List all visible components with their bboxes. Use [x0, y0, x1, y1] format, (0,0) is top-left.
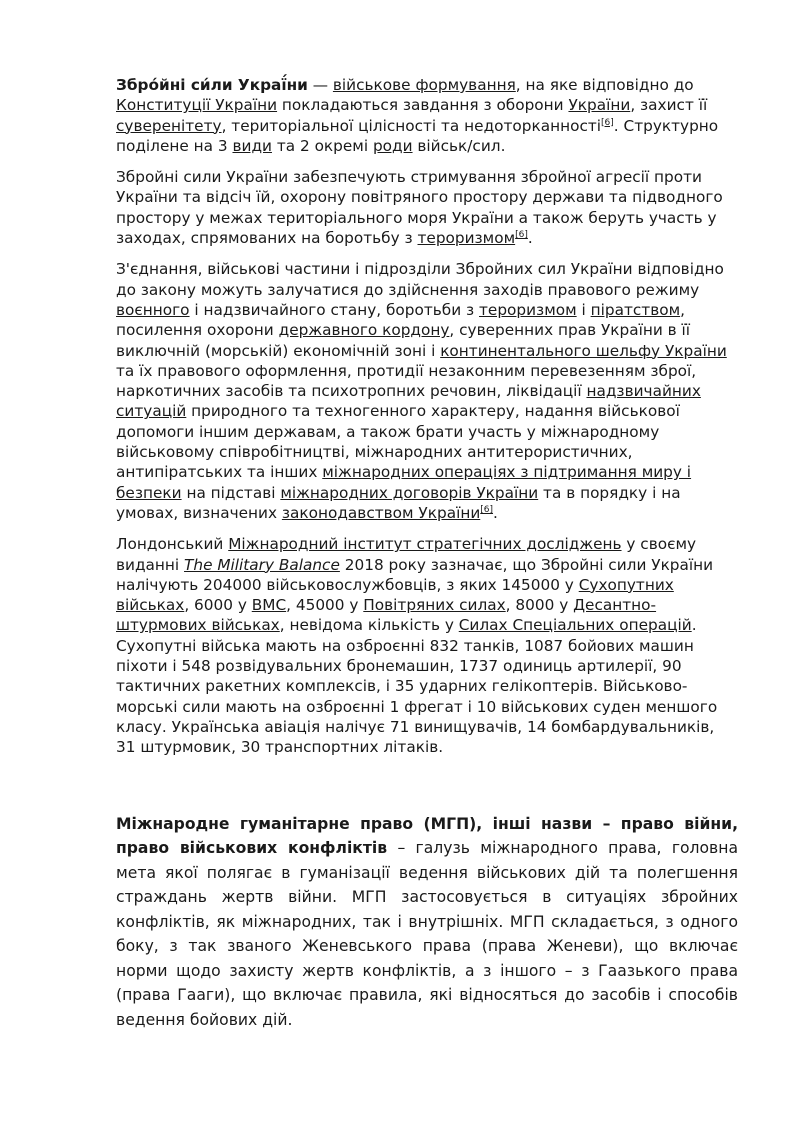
link-air-assault[interactable]: Десантно-штурмових військах — [116, 596, 657, 635]
intro-paragraph: Збро́йні си́ли Украї́ни — військове формування, на яке відповідно до Конституції України покладаються завдання з оборони України, захист її суверенітету, територіальної цілісності та недоторканності[6]. Структурно поділене на 3 види та 2 окремі роди військ/сил. — [116, 76, 719, 155]
link-iiss[interactable]: Міжнародний інститут стратегічних досліджень — [228, 535, 622, 554]
link-special-operations[interactable]: Силах Спеціальних операцій — [458, 616, 692, 635]
link-branches[interactable]: роди — [372, 136, 413, 155]
link-military-formation[interactable]: військове формування — [332, 76, 516, 94]
link-peacekeeping[interactable]: міжнародних операціях з підтримання миру і безпеки — [116, 463, 692, 502]
deterrence-paragraph: Збройні сили України забезпечують стримування збройної агресії проти України та відсіч їй, охорону повітряного простору держави та підводного простору у межах територіального моря України а також беруть участь у заходах, спрямованих на боротьбу з тероризмом[6]. — [116, 168, 723, 248]
link-piracy[interactable]: піратством — [590, 300, 681, 319]
document-page — [116, 75, 738, 1032]
ihl-term: Міжнародне гуманітарне право (МГП), інші назви – право війни, право військових конфліктів — [116, 814, 738, 857]
article-title: Збро́йні си́ли Украї́ни — [116, 76, 308, 94]
link-navy[interactable]: ВМС — [251, 596, 287, 615]
link-terrorism[interactable]: тероризмом — [479, 300, 577, 319]
ihl-paragraph: Міжнародне гуманітарне право (МГП), інші назви – право війни, право військових конфліктів – галузь міжнародного права, головна мета якої полягає в гуманізації ведення військових дій та полегшення страждань жертв війни. МГП застосовується в ситуаціях збройних конфліктів, як міжнародних, так і внутрішніх. МГП складається, з одного боку, з так званого Женевського права (права Женеви), що включає норми щодо захисту жертв конфліктів, а з іншого – з Гаазького права (права Гааги), що включає правила, які відносяться до засобів і способів ведення бойових дій. — [116, 814, 738, 1029]
duties-paragraph: З'єднання, військові частини і підрозділи Збройних сил України відповідно до закону можуть залучатися до здійснення заходів правового режиму воєнного і надзвичайного стану, боротьби з тероризмом і піратством, посилення охорони державного кордону, суверенних прав України в її виключній (морській) економічній зоні і континентального шельфу України та їх правового оформлення, протидії незаконним перевезенням зброї, наркотичних засобів та психотропних речовин, ліквідації надзвичайних ситуацій природного та техногенного характеру, надання військової допомоги іншим державам, а також брати участь у міжнародному військовому співробітництві, міжнародних антитерористичних, антипіратських та інших міжнародних операціях з підтримання миру і безпеки на підставі міжнародних договорів України та в порядку і на умовах, визначених законодавством України[6]. — [116, 260, 727, 522]
link-constitution[interactable]: Конституції України — [116, 96, 278, 115]
link-ukraine[interactable]: України — [568, 96, 631, 115]
link-treaties[interactable]: міжнародних договорів України — [280, 483, 539, 502]
footnote-ref[interactable]: [6] — [480, 504, 494, 515]
link-types[interactable]: види — [232, 136, 272, 155]
strength-paragraph: Лондонський Міжнародний інститут стратегічних досліджень у своєму виданні The Military Balance 2018 року зазначає, що Збройні сили України налічують 204000 військовослужбовців, з яких 145000 у Сухопутних військах, 6000 у ВМС, 45000 у Повітряних силах, 8000 у Десантно-штурмових військах, невідома кількість у Силах Спеціальних операцій. Сухопутні війська мають на озброєнні 832 танків, 1087 бойових машин піхоти і 548 розвідувальних бронемашин, 1737 одиниць артилерії, 90 тактичних ракетних комплексів, і 35 ударних гелікоптерів. Військово-морські сили мають на озброєнні 1 фрегат і 10 військових суден меншого класу. Українська авіація налічує 71 винищувачів, 14 бомбардувальників, 31 штурмовик, 30 транспортних літаків. — [116, 535, 718, 757]
link-continental-shelf[interactable]: континентального шельфу України — [440, 341, 727, 360]
footnote-ref[interactable]: [6] — [601, 117, 614, 128]
link-ground-forces[interactable]: Сухопутних військах — [116, 575, 674, 615]
link-emergencies[interactable]: надзвичайних ситуацій — [116, 382, 701, 421]
footnote-ref[interactable]: [6] — [515, 230, 528, 241]
link-military-balance[interactable]: The Military Balance — [184, 555, 340, 574]
spacer — [116, 769, 738, 812]
link-legislation[interactable]: законодавством України — [281, 503, 481, 522]
link-sovereignty[interactable]: суверенітету — [116, 116, 222, 135]
link-state-border[interactable]: державного кордону — [278, 321, 450, 340]
link-air-force[interactable]: Повітряних силах — [363, 596, 506, 615]
link-martial[interactable]: воєнного — [116, 300, 190, 319]
link-terrorism[interactable]: тероризмом — [417, 229, 516, 248]
